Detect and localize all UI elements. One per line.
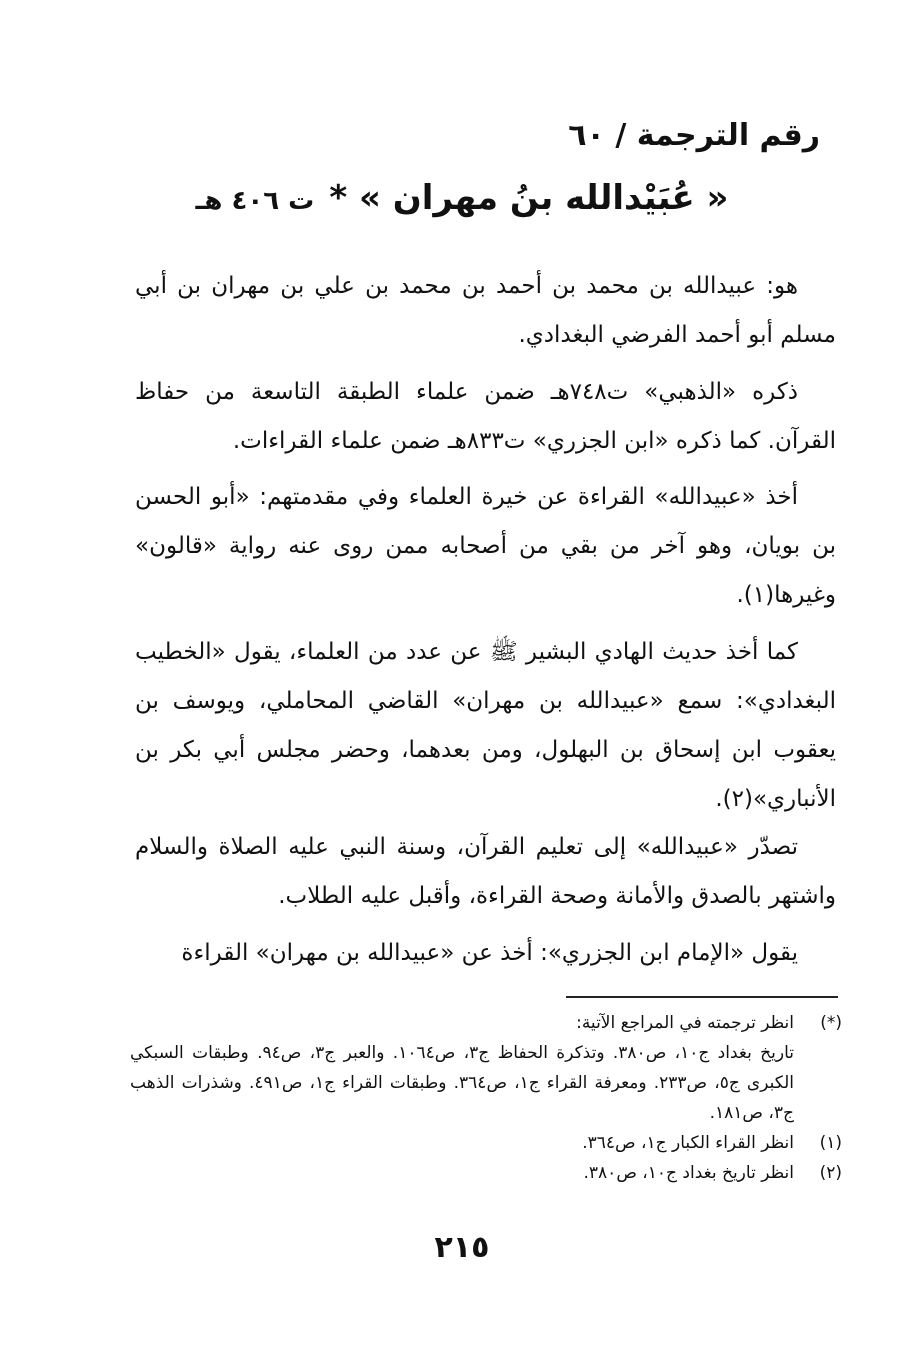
footnote-text: انظر تاريخ بغداد ج١٠، ص٣٨٠. <box>583 1163 794 1183</box>
title-name: « عُبَيْدالله بنُ مهران » * <box>329 178 729 218</box>
footnote-text: انظر القراء الكبار ج١، ص٣٦٤. <box>582 1133 794 1153</box>
footnote-star <box>130 1008 842 1128</box>
footnote-mark: (١) <box>819 1133 842 1153</box>
footnote-divider <box>566 996 838 998</box>
page-number: ٢١٥ <box>434 1230 490 1265</box>
paragraph-teachers: أخذ «عبيدالله» القراءة عن خيرة العلماء وفي مقدمتهم: «أبو الحسن بن بويان، وهو آخر من بقي من أصحابه ممن روى عنه رواية «قالون» وغيرها(١). <box>135 484 836 608</box>
footnote-1 <box>130 1128 842 1158</box>
paragraph-hadith: كما أخذ حديث الهادي البشير ﷺ عن عدد من العلماء، يقول «الخطيب البغدادي»: سمع «عبيدالله بن مهران» القاضي المحاملي، ويوسف بن يعقوب ابن إسحاق بن البهلول، ومن بعدهما، وحضر مجلس أبي بكر بن الأنباري»(٢). <box>135 639 836 812</box>
paragraph-lineage: هو: عبيدالله بن محمد بن أحمد بن محمد بن علي بن مهران بن أبي مسلم أبو أحمد الفرضي البغدادي. <box>135 273 836 348</box>
entry-number: رقم الترجمة / ٦٠ <box>568 118 820 153</box>
biography-title <box>120 178 804 218</box>
paragraph-mentions: ذكره «الذهبي» ت٧٤٨هـ ضمن علماء الطبقة التاسعة من حفاظ القرآن. كما ذكره «ابن الجزري» ت٨٣٣هـ ضمن علماء القراءات. <box>135 379 836 454</box>
footnotes <box>130 1008 842 1188</box>
paragraph-ibn-jazari: يقول «الإمام ابن الجزري»: أخذ عن «عبيدالله بن مهران» القراءة <box>181 940 798 966</box>
footnote-mark: (٢) <box>819 1163 842 1183</box>
paragraph-teaching: تصدّر «عبيدالله» إلى تعليم القرآن، وسنة النبي عليه الصلاة والسلام واشتهر بالصدق والأمانة وصحة القراءة، وأقبل عليه الطلاب. <box>135 834 836 909</box>
footnote-mark: (*) <box>820 1013 842 1033</box>
footnote-text: تاريخ بغداد ج١٠، ص٣٨٠. وتذكرة الحفاظ ج٣، ص١٠٦٤. والعبر ج٣، ص٩٤. وطبقات السبكي الكبرى ج٥، ص٢٣٣. ومعرفة القراء ج١، ص٣٦٤. وطبقات القراء ج١، ص٤٩١. وشذرات الذهب ج٣، ص١٨١. <box>130 1043 795 1123</box>
footnote-2 <box>130 1158 842 1188</box>
title-death-date: ت ٤٠٦ هـ <box>195 186 315 216</box>
footnote-text: انظر ترجمته في المراجع الآتية: <box>576 1013 794 1033</box>
